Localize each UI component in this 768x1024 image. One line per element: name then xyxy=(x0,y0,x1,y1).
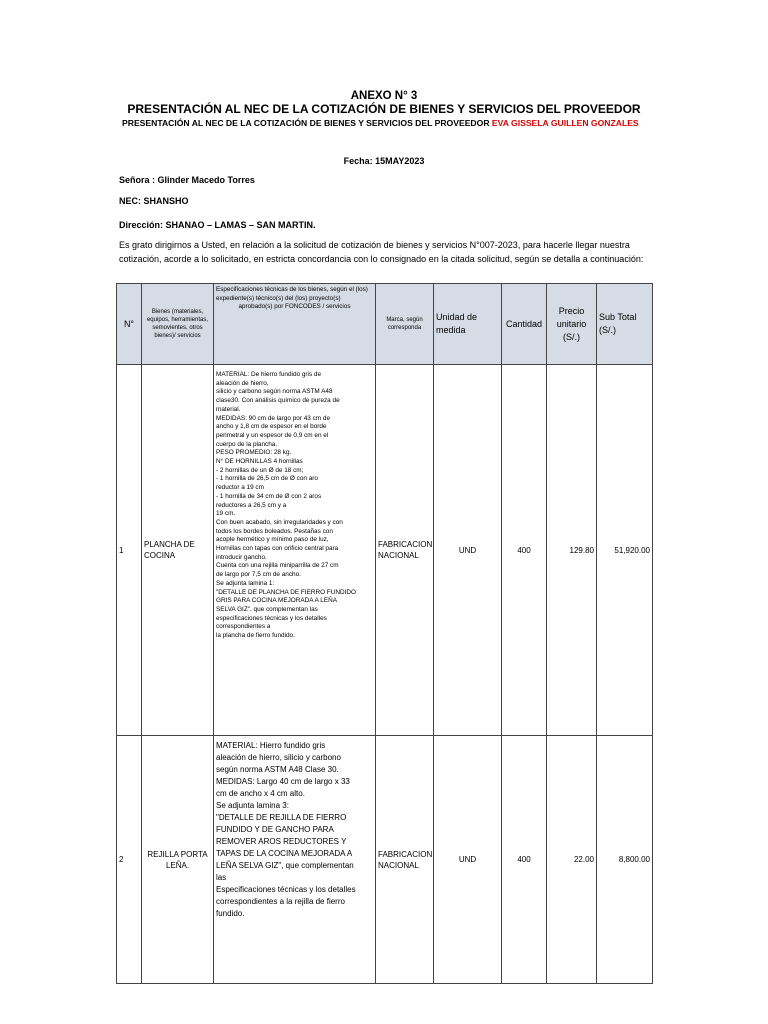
spec-line: todos los bordes boleados. Pestañas con xyxy=(216,527,333,535)
spec-line: Se adjunta lamina 1: xyxy=(216,579,275,587)
header-bienes: Bienes (materiales, equipos, herramientas, semovientes, otros bienes)/ servicios xyxy=(142,284,214,365)
spec-line: aleación de hierro, silicio y carbono xyxy=(216,753,341,762)
spec-line: MEDIDAS: Largo 40 cm de largo x 33 xyxy=(216,777,350,786)
address-line: Dirección: SHANAO – LAMAS – SAN MARTIN. xyxy=(119,220,316,230)
spec-line: silicio y carbono según norma ASTM A48 xyxy=(216,388,333,396)
spec-line: clase30. Con análisis químico de pureza de xyxy=(216,397,340,405)
spec-line: cuerpo de la plancha. xyxy=(216,440,278,448)
quotation-table xyxy=(116,283,653,984)
title-block xyxy=(0,90,768,116)
spec-line: según norma ASTM A48 Clase 30. xyxy=(216,765,339,774)
date-line: Fecha: 15MAY2023 xyxy=(343,156,425,166)
spec-line: cm de ancho x 4 cm alto. xyxy=(216,789,305,798)
spec-line: Hornillas con tapas con orificio central para xyxy=(216,545,339,553)
spec-line: Con buen acabado, sin irregularidades y con xyxy=(216,518,343,526)
spec-line: "DETALLE DE PLANCHA DE FIERRO FUNDIDO xyxy=(216,588,356,596)
spec-line: 19 cm. xyxy=(216,510,236,518)
item-specs xyxy=(214,365,376,736)
spec-line: correspondientes a la rejilla de fierro xyxy=(216,897,345,906)
item-specs xyxy=(214,736,376,984)
spec-line: Cuenta con una rejilla miniparrilla de 27 cm xyxy=(216,562,339,570)
spec-line: MEDIDAS: 90 cm de largo por 43 cm de xyxy=(216,414,331,422)
spec-line: MATERIAL: Hierro fundido gris xyxy=(216,741,326,750)
spec-line: LEÑA SELVA GIZ", que complementan xyxy=(216,861,354,870)
header-precio: Precio unitario (S/.) xyxy=(547,284,597,365)
spec-line: aleación de hierro, xyxy=(216,379,269,387)
item-unidad: UND xyxy=(434,365,502,736)
spec-line: "DETALLE DE REJILLA DE FIERRO xyxy=(216,813,347,822)
spec-line: PESO PROMEDIO: 28 kg. xyxy=(216,449,292,457)
item-name: PLANCHA DE COCINA xyxy=(142,365,214,736)
spec-line: - 2 hornillas de un Ø de 18 cm; xyxy=(216,466,304,474)
spec-line: - 1 hornilla de 34 cm de Ø con 2 aros xyxy=(216,492,322,500)
supplier-name: EVA GISSELA GUILLEN GONZALES xyxy=(491,118,639,128)
spec-line: acople hermético y mínimo paso de luz, xyxy=(216,536,329,544)
spec-line: reductores a 26,5 cm y a xyxy=(216,501,287,509)
spec-line: material. xyxy=(216,405,241,413)
item-unidad: UND xyxy=(434,736,502,984)
spec-line: N° DE HORNILLAS 4 hornillas xyxy=(216,458,303,466)
item-precio: 129.80 xyxy=(547,365,597,736)
spec-line: de largo por 7,5 cm de ancho. xyxy=(216,571,301,579)
item-cantidad: 400 xyxy=(502,736,547,984)
header-unidad: Unidad de medida xyxy=(434,284,502,365)
spec-line: reductor a 19 cm xyxy=(216,484,264,492)
spec-line: las xyxy=(216,873,227,882)
row-number: 1 xyxy=(117,365,142,736)
spec-line: la plancha de fierro fundido. xyxy=(216,632,295,640)
spec-line: correspondientes a xyxy=(216,623,271,631)
item-subtotal: 51,920.00 xyxy=(597,365,653,736)
item-marca: FABRICACION NACIONAL xyxy=(376,365,434,736)
item-precio: 22.00 xyxy=(547,736,597,984)
spec-line: GRIS PARA COCINA MEJORADA A LEÑA xyxy=(216,597,337,605)
document-title: PRESENTACIÓN AL NEC DE LA COTIZACIÓN DE BIENES Y SERVICIOS DEL PROVEEDOR xyxy=(127,102,641,116)
spec-line: FUNDIDO Y DE GANCHO PARA xyxy=(216,825,334,834)
item-cantidad: 400 xyxy=(502,365,547,736)
addressee-line: Señora : Glinder Macedo Torres xyxy=(119,175,255,185)
spec-line: REMOVER AROS REDUCTORES Y xyxy=(216,837,347,846)
header-cantidad: Cantidad xyxy=(502,284,547,365)
header-specs xyxy=(214,284,376,365)
document-subtitle xyxy=(122,118,639,128)
spec-line: TAPAS DE LA COCINA MEJORADA A xyxy=(216,849,353,858)
header-marca: Marca, según corresponda xyxy=(376,284,434,365)
row-number: 2 xyxy=(117,736,142,984)
spec-line: - 1 hornilla de 26,5 cm de Ø con aro xyxy=(216,475,318,483)
header-specs-a: Especificaciones técnicas de los bienes, según el (los) expediente(s) técnico(s) del (los) proyecto(s) xyxy=(216,286,368,302)
table-row xyxy=(117,736,653,984)
spec-line: SELVA GIZ", que complementan las xyxy=(216,605,318,613)
spec-line: fundido. xyxy=(216,909,245,918)
item-marca: FABRICACION NACIONAL xyxy=(376,736,434,984)
annex-number: ANEXO N° 3 xyxy=(350,90,418,102)
table-row xyxy=(117,365,653,736)
table-header-row xyxy=(117,284,653,365)
item-name: REJILLA PORTA LEÑA. xyxy=(142,736,214,984)
spec-line: especificaciones técnicas y los detalles xyxy=(216,614,327,622)
intro-paragraph: Es grato dirigirnos a Usted, en relación a la solicitud de cotización de bienes y servicios N°007-2023, para hacerle llegar nuestra cotización, acorde a lo solicitado, en estricta concordancia con lo consignado en la citada solicitud, según se detalla a continuación: xyxy=(119,240,644,264)
spec-line: Especificaciones técnicas y los detalles xyxy=(216,885,356,894)
item-subtotal: 8,800.00 xyxy=(597,736,653,984)
nec-line: NEC: SHANSHO xyxy=(119,196,189,206)
header-subtotal: Sub Total (S/.) xyxy=(597,284,653,365)
spec-line: ancho y 1,8 cm de espesor en el borde xyxy=(216,423,327,431)
subtitle-prefix: PRESENTACIÓN AL NEC DE LA COTIZACIÓN DE BIENES Y SERVICIOS DEL PROVEEDOR xyxy=(122,118,490,128)
spec-line: perimetral y un espesor de 0,9 cm en el xyxy=(216,431,329,439)
spec-line: Se adjunta lamina 3: xyxy=(216,801,289,810)
spec-line: MATERIAL: De hierro fundido gris de xyxy=(216,371,322,378)
header-n: N° xyxy=(117,284,142,365)
spec-line: introducir gancho. xyxy=(216,553,267,561)
header-specs-b: aprobado(s) por FONCODES / servicios xyxy=(238,303,351,310)
